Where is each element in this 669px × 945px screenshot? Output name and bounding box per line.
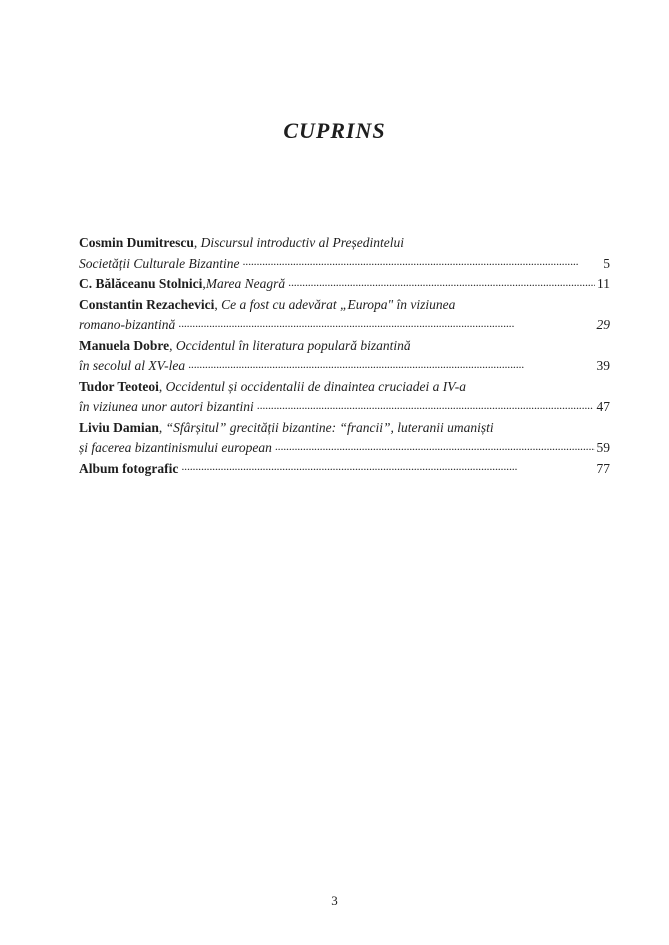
toc-author: Tudor Teoteoi <box>79 378 159 394</box>
toc-title-continued: în viziunea unor autori bizantini <box>79 399 254 414</box>
toc-page-number: 5 <box>603 255 610 271</box>
toc-title-continued: romano-bizantină <box>79 317 176 332</box>
toc-entry[interactable] <box>79 295 610 336</box>
toc-title-continued: în secolul al XV-lea <box>79 358 186 373</box>
dot-leader <box>257 398 595 412</box>
toc-page-number: 39 <box>596 358 610 373</box>
toc-title: Occidentul în literatura populară bizantină <box>175 337 411 353</box>
toc-entry[interactable] <box>79 459 610 480</box>
page-number: 3 <box>331 893 338 908</box>
toc-title: Occidentul și occidentalii de dinaintea cruciadei a IV-a <box>165 378 466 394</box>
toc-entry[interactable] <box>79 377 610 418</box>
toc-separator: , <box>193 235 201 250</box>
toc-author: Constantin Rezachevici <box>79 296 215 312</box>
toc-label: Album fotografic <box>79 460 179 476</box>
dot-leader <box>188 357 594 371</box>
toc-separator: , <box>169 337 176 353</box>
toc-entry[interactable] <box>79 274 610 295</box>
toc-author: C. Bălăceanu Stolnici <box>79 276 203 291</box>
toc-title: Marea Neagră <box>205 276 286 291</box>
toc-entry[interactable] <box>79 233 610 274</box>
toc-separator: , <box>158 419 166 435</box>
toc-page-number: 29 <box>596 317 610 332</box>
toc-title-continued: și facerea bizantinismului european <box>79 440 272 455</box>
dot-leader <box>178 316 594 330</box>
dot-leader <box>288 275 595 289</box>
toc-entry[interactable] <box>79 418 610 459</box>
toc-separator: , <box>214 296 222 312</box>
dot-leader <box>181 459 594 473</box>
toc-page-number: 11 <box>597 276 610 291</box>
toc-author: Cosmin Dumitrescu <box>79 235 194 250</box>
toc-page-number: 47 <box>596 399 610 414</box>
toc-title: Ce a fost cu adevărat „Europa" în viziunea <box>221 296 456 312</box>
toc-separator: , <box>202 276 206 291</box>
toc-page-number: 77 <box>596 460 610 476</box>
toc-author: Manuela Dobre <box>79 337 170 353</box>
toc-author: Liviu Damian <box>79 419 159 435</box>
toc-entry[interactable] <box>79 336 610 377</box>
toc-separator: , <box>158 378 166 394</box>
page-title: CUPRINS <box>283 118 386 143</box>
dot-leader <box>275 439 595 453</box>
dot-leader <box>242 254 601 268</box>
toc-title-continued: Societății Culturale Bizantine <box>79 255 240 271</box>
table-of-contents <box>79 233 610 479</box>
toc-title: “Sfârșitul” grecității bizantine: “francii”, luteranii umaniști <box>165 419 494 435</box>
toc-page-number: 59 <box>596 440 610 455</box>
toc-title: Discursul introductiv al Președintelui <box>200 235 404 250</box>
